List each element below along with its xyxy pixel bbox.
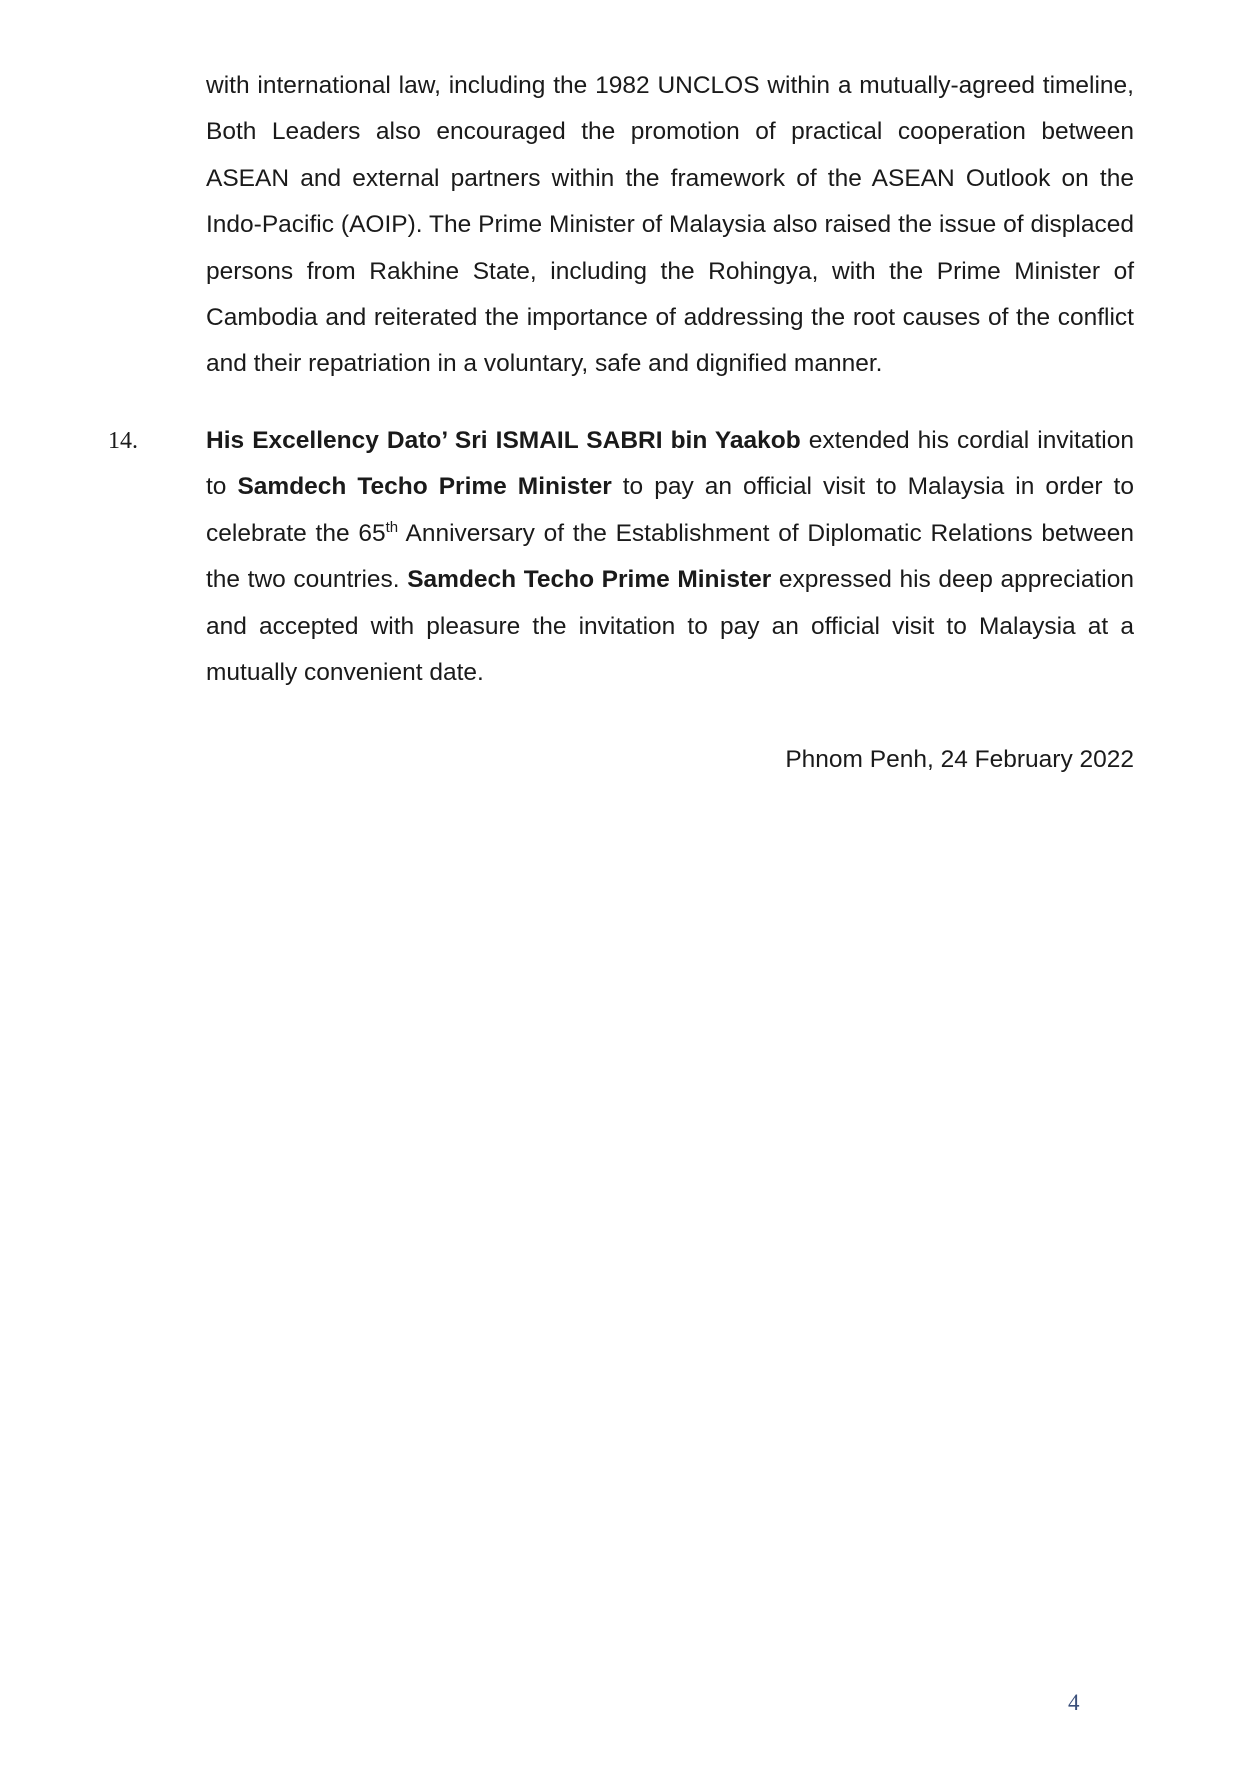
cambodian-pm-title-2: Samdech Techo Prime Minister: [407, 566, 772, 594]
paragraph-14-text-2: to pay an official visit to Malaysia in order to celebrate the 65: [206, 473, 1134, 547]
malaysian-pm-name: His Excellency Dato’ Sri ISMAIL SABRI bin Yaakob: [206, 427, 801, 454]
ordinal-suffix: th: [385, 518, 399, 536]
page-number: 4: [1068, 1690, 1080, 1715]
paragraph-13-continuation: [206, 63, 1134, 388]
paragraph-14-text-1: extended his cordial invitation to: [206, 427, 1134, 501]
paragraph-14-text-3: Anniversary of the Establishment of Diplomatic Relations between the two countries.: [206, 519, 1134, 594]
paragraph-14: [206, 418, 1134, 696]
paragraph-14-text-4: expressed his deep appreciation and accepted with pleasure the invitation to pay an official visit to Malaysia at a mutually convenient date.: [206, 566, 1134, 687]
paragraph-14-number: 14.: [108, 428, 138, 454]
place-and-date: Phnom Penh, 24 February 2022: [785, 746, 1134, 773]
cambodian-pm-title-1: Samdech Techo Prime Minister: [237, 473, 612, 501]
paragraph-13-text: with international law, including the 1982 UNCLOS within a mutually-agreed timeline, Both Leaders also encouraged the promotion of practical cooperation between ASEAN and external partners within the framework of the ASEAN Outlook on the Indo-Pacific (AOIP). The Prime Minister of Malaysia also raised the issue of displaced persons from Rakhine State, including the Rohingya, with the Prime Minister of Cambodia and reiterated the importance of addressing the root causes of the conflict and their repatriation in a voluntary, safe and dignified manner.: [206, 72, 1134, 378]
